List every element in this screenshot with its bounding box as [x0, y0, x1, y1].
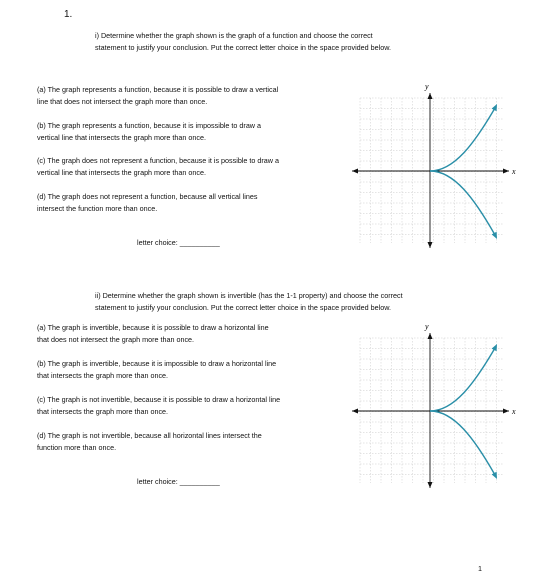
part-i-option-b [37, 120, 347, 143]
y-axis-arrow-up [428, 93, 433, 99]
part-ii-option-c [37, 394, 347, 417]
x-axis-label: x [512, 407, 516, 416]
option-line: intersect the function more than once. [37, 203, 158, 213]
question-number: 1. [64, 9, 73, 20]
part-i-letter-choice[interactable]: letter choice: __________ [137, 238, 220, 247]
part-ii-option-d [37, 430, 347, 453]
option-line: that does not intersect the graph more than once. [37, 334, 195, 344]
option-line: vertical line that intersects the graph more than once. [37, 132, 206, 142]
option-line: vertical line that intersects the graph more than once. [37, 167, 206, 177]
part-ii-prompt-line2: statement to justify your conclusion. Put the correct letter choice in the space provided below. [95, 303, 392, 312]
y-axis-arrow-up [428, 333, 433, 339]
option-line: (b) The graph represents a function, because it is impossible to draw a [37, 121, 261, 130]
graph-ii [352, 320, 522, 490]
option-line: (c) The graph is not invertible, because it is possible to draw a horizontal line [37, 395, 281, 404]
y-axis-arrow-down [428, 482, 433, 488]
option-line: (c) The graph does not represent a function, because it is possible to draw a [37, 156, 279, 165]
x-axis-label: x [512, 167, 516, 176]
option-line: function more than once. [37, 442, 117, 452]
y-axis-label: y [425, 322, 429, 331]
option-line: that intersects the graph more than once. [37, 370, 169, 380]
y-axis-label: y [425, 82, 429, 91]
part-ii-option-b [37, 358, 347, 381]
curve-upper [430, 348, 495, 411]
part-ii-letter-choice[interactable]: letter choice: __________ [137, 477, 220, 486]
option-line: (d) The graph is not invertible, because all horizontal lines intersect the [37, 431, 262, 440]
option-line: line that does not intersect the graph more than once. [37, 96, 208, 106]
x-axis-arrow-right [503, 169, 509, 174]
curve-upper [430, 108, 495, 171]
x-axis-arrow-left [352, 169, 358, 174]
option-line: (a) The graph is invertible, because it is possible to draw a horizontal line [37, 323, 269, 332]
option-line: (d) The graph does not represent a function, because all vertical lines [37, 192, 258, 201]
part-i-prompt-line2: statement to justify your conclusion. Put the correct letter choice in the space provided below. [95, 43, 392, 52]
part-ii-option-a [37, 322, 347, 345]
part-ii-prompt [95, 290, 403, 314]
part-ii-prompt-line1: ii) Determine whether the graph shown is invertible (has the 1-1 property) and choose the correct [95, 291, 403, 300]
part-i-option-a [37, 84, 347, 107]
part-i-prompt [95, 30, 391, 54]
page-number: 1 [478, 564, 482, 573]
graph-i [352, 80, 522, 250]
part-i-option-d [37, 191, 347, 214]
part-i-prompt-line1: i) Determine whether the graph shown is the graph of a function and choose the correct [95, 31, 373, 40]
option-line: (b) The graph is invertible, because it is impossible to draw a horizontal line [37, 359, 277, 368]
option-line: (a) The graph represents a function, because it is possible to draw a vertical [37, 85, 279, 94]
x-axis-arrow-right [503, 409, 509, 414]
x-axis-arrow-left [352, 409, 358, 414]
option-line: that intersects the graph more than once. [37, 406, 169, 416]
part-i-option-c [37, 155, 347, 178]
y-axis-arrow-down [428, 242, 433, 248]
